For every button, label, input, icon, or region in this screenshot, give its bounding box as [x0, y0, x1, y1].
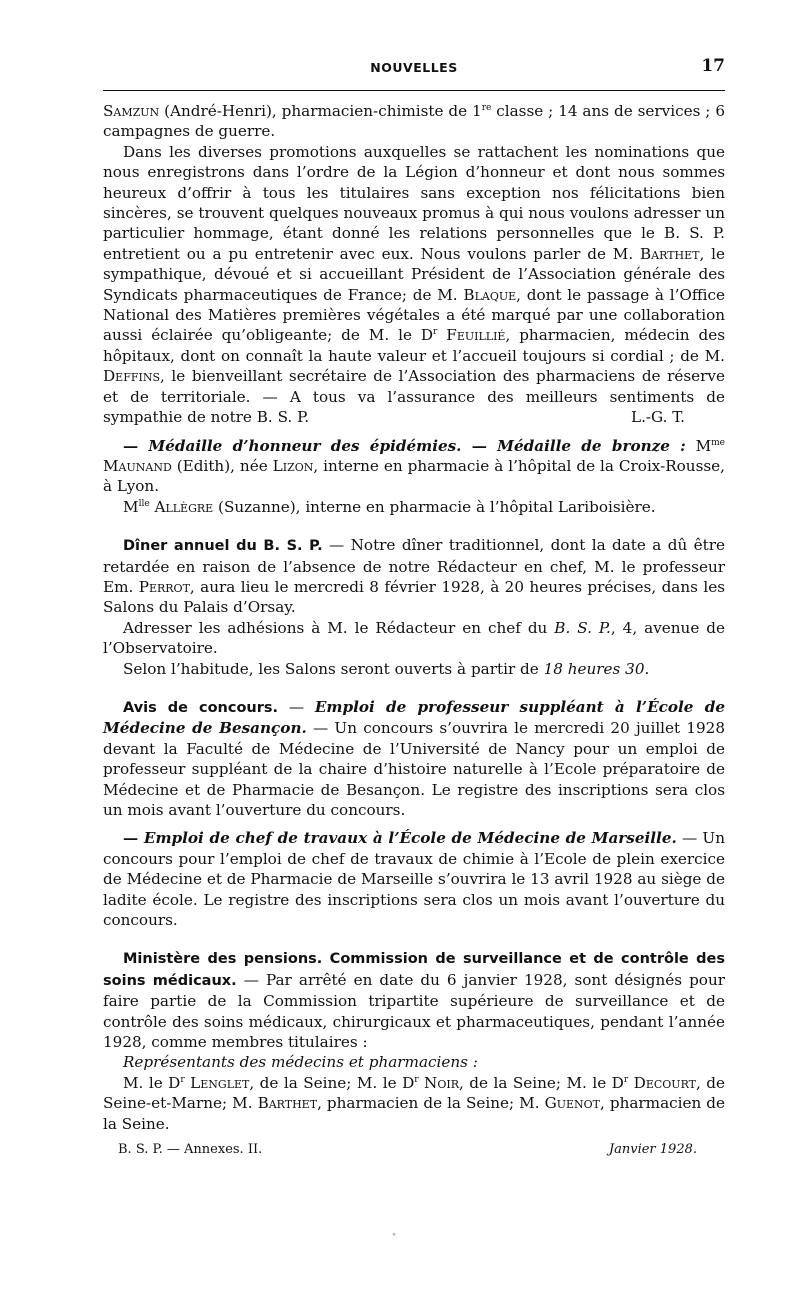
- signature: L.-G. T.: [630, 408, 685, 427]
- paragraph-adresser: Adresser les adhésions à M. le Rédacteur en chef du B. S. P., 4, avenue de l’Observatoire.: [103, 618, 725, 658]
- paragraph-membres: M. le $D^r$ Lenglet, de la Seine; M. le $D^r$ Noir, de la Seine; M. le $D^r$ Decourt, de Seine-et-Marne; M. Barthet, pharmacien de la Seine; M. Guenot, pharmacien de la Seine.: [103, 1073, 726, 1133]
- paragraph-avis-concours: Avis de concours. — Emploi de professeur suppléant à l’École de Médecine de Besançon. — Un concours s’ouvrira le mercredi 20 juillet 1928 devant la Faculté de Médecine de l’Université de Nancy pour un emploi de professeur suppléant de la chaire d’histoire naturelle à l’Ecole préparatoire de Médecine et de Pharmacie de Besançon. Le registre des inscriptions sera clos un mois avant l’ouverture du concours.: [103, 697, 725, 819]
- footer-right: Janvier 1928.: [608, 1142, 697, 1158]
- page-header: [103, 58, 725, 84]
- running-title: NOUVELLES: [370, 60, 458, 75]
- person-name: Allègre: [154, 497, 214, 516]
- paragraph-promotions: Dans les diverses promotions auxquelles se rattachent les nominations que nous enregistrons dans l’ordre de la Légion d’honneur et dont nous sommes heureux d’offrir à tous les titulaires sans exception nos félicitations bien sincères, se trouvent quelques nouveaux promus à qui nous voulons adresser un particulier hommage, étant donné les relations personnelles que le B. S. P. entretient ou a pu entretenir avec eux. Nous voulons parler de M. Barthet, le sympathique, dévoué et si accueillant Président de l’Association générale des Syndicats pharmaceutiques de France; de M. Blaque, dont le passage à l’Office National des Matières premières végétales a été marqué par une collaboration aussi éclairée qu’obligeante; de M. le $D^r$ Feuillié, pharmacien, médecin des hôpitaux, dont on connaît la haute valeur et l’accueil toujours si cordial ; de M. Deffins, le bienveillant secrétaire de l’Association des pharmaciens de réserve et de territoriale. — A tous va l’assurance des meilleurs sentiments de sympathie de notre B. S. P. L.-G. T.: [103, 142, 726, 427]
- section-heading: Ministère des pensions. Commission de surveillance et de contrôle des soins médicaux.: [103, 951, 725, 989]
- person-name: Barthet: [640, 244, 700, 263]
- person-name: Feuillié: [446, 326, 506, 345]
- paragraph-selon: Selon l’habitude, les Salons seront ouverts à partir de 18 heures 30.: [123, 659, 650, 678]
- paragraph-samzun: Samzun (André-Henri), pharmacien-chimiste de 1re classe ; 14 ans de services ; 6 campagnes de guerre.: [103, 102, 725, 141]
- document-page: [103, 58, 725, 1162]
- page-number: 17: [701, 56, 725, 76]
- page-footer: [103, 1142, 725, 1162]
- person-name: Maunand: [103, 456, 172, 475]
- section-heading: — Médaille d’honneur des épidémies. — Médaille de bronze :: [123, 436, 686, 455]
- paragraph-marseille: — Emploi de chef de travaux à l’École de Médecine de Marseille. — Un concours pour l’emploi de chef de travaux de chimie à l’Ecole de plein exercice de Médecine et de Pharmacie de Marseille s’ouvrira le 13 avril 1928 au siège de ladite école. Le registre des inscriptions sera clos un mois avant l’ouverture du concours.: [103, 829, 725, 930]
- paragraph-allegre: $M^{lle}$ Allègre (Suzanne), interne en pharmacie à l’hôpital Lariboisière.: [123, 497, 656, 516]
- person-name: Deffins: [103, 367, 160, 386]
- person-name: Noir: [424, 1073, 459, 1092]
- paragraph-representants: Représentants des médecins et pharmaciens :: [123, 1053, 478, 1072]
- person-name: Samzun: [103, 102, 160, 120]
- paragraph-ministere: Ministère des pensions. Commission de surveillance et de contrôle des soins médicaux. — Par arrêté en date du 6 janvier 1928, sont désignés pour faire partie de la Commission tripartite supérieure de surveillance et de contrôle des soins médicaux, chirurgicaux et pharmaceutiques, pendant l’année 1928, comme membres titulaires :: [103, 951, 725, 1052]
- section-heading: Dîner annuel du B. S. P.: [123, 538, 323, 555]
- person-name: Guenot: [544, 1094, 600, 1113]
- section-heading: Avis de concours.: [123, 699, 279, 716]
- paragraph-medaille: — Médaille d’honneur des épidémies. — Médaille de bronze : $M^{me}$ Maunand (Edith), née Lizon, interne en pharmacie à l’hôpital de la Croix-Rousse, à Lyon.: [103, 436, 725, 496]
- person-name: Barthet: [257, 1094, 318, 1113]
- print-mark: °: [392, 1232, 396, 1241]
- footer-left: B. S. P. — Annexes. II.: [118, 1142, 263, 1158]
- section-heading: — Emploi de chef de travaux à l’École de Médecine de Marseille.: [123, 829, 677, 848]
- person-name: Lizon: [272, 456, 314, 475]
- person-name: Decourt: [633, 1073, 696, 1092]
- person-name: Blaque: [463, 285, 517, 304]
- paragraph-diner: Dîner annuel du B. S. P. — Notre dîner traditionnel, dont la date a dû être retardée en raison de l’absence de notre Rédacteur en chef, M. le professeur Em. Perrot, aura lieu le mercredi 8 février 1928, à 20 heures précises, dans les Salons du Palais d’Orsay.: [103, 536, 725, 617]
- person-name: Perrot: [138, 577, 190, 596]
- header-rule: [103, 90, 725, 91]
- person-name: Lenglet: [190, 1073, 250, 1092]
